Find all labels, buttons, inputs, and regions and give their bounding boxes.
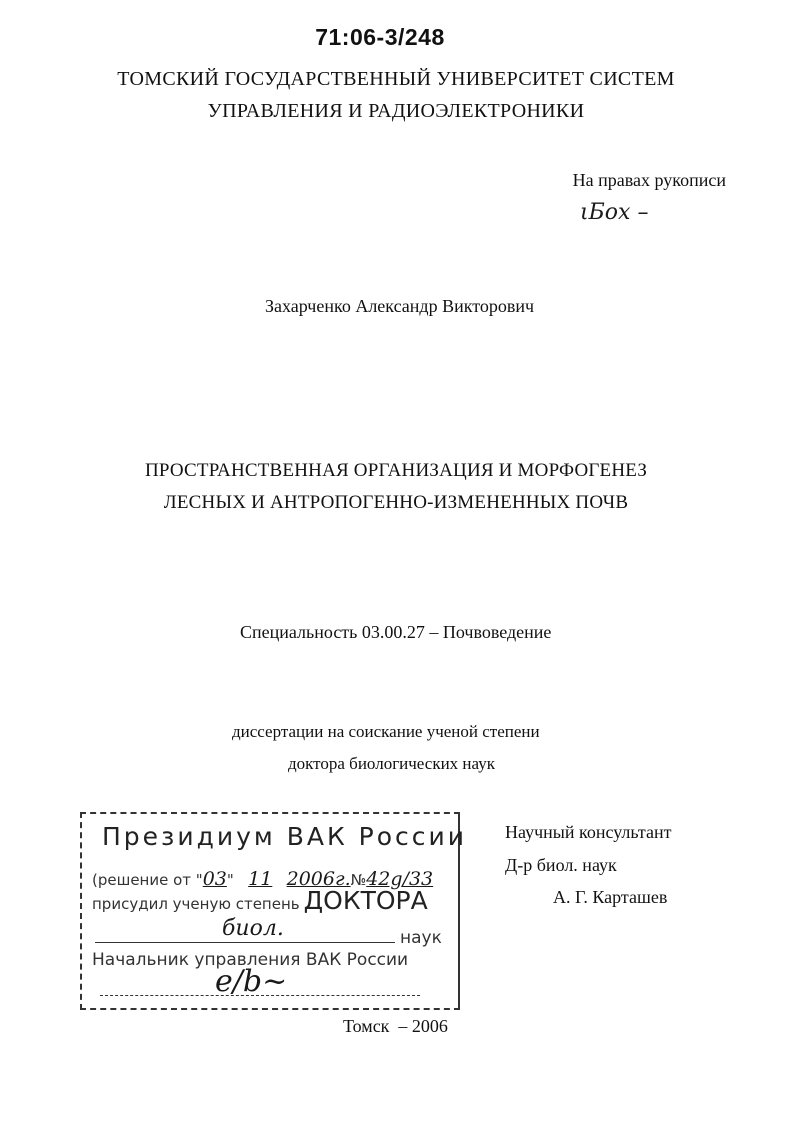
- author-signature: ιБох –: [580, 200, 649, 225]
- dissertation-line-2: доктора биологических наук: [288, 754, 495, 773]
- thesis-title-line-2: ЛЕСНЫХ И АНТРОПОГЕННО-ИЗМЕНЕННЫХ ПОЧВ: [163, 492, 629, 513]
- university-line-2: УПРАВЛЕНИЯ И РАДИОЭЛЕКТРОНИКИ: [207, 100, 585, 122]
- dissertation-line-1: диссертации на соискание ученой степени: [232, 722, 540, 741]
- stamp-head-signature: e/b~: [215, 964, 288, 999]
- rights-note: На правах рукописи: [572, 170, 726, 190]
- thesis-title-line-1: ПРОСТРАНСТВЕННАЯ ОРГАНИЗАЦИЯ И МОРФОГЕНЕЗ: [144, 460, 648, 481]
- stamp-decision-month: 11: [248, 868, 273, 890]
- stamp-decision-year: 2006г.: [286, 868, 351, 890]
- stamp-degree-word: ДОКТОРА: [303, 886, 428, 915]
- stamp-field-handwritten: биол.: [222, 916, 284, 941]
- university-line-1: ТОМСКИЙ ГОСУДАРСТВЕННЫЙ УНИВЕРСИТЕТ СИСТЕМ: [117, 68, 675, 90]
- stamp-field-suffix: наук: [400, 928, 442, 948]
- consultant-degree: Д-р биол. наук: [505, 855, 617, 875]
- consultant-name: А. Г. Карташев: [553, 887, 668, 907]
- consultant-label: Научный консультант: [505, 822, 672, 842]
- stamp-decision-prefix: (решение от ": [92, 871, 203, 889]
- stamp-decision-sep: ": [226, 871, 234, 889]
- author-name: Захарченко Александр Викторович: [265, 296, 535, 316]
- stamp-decision-no-label: №: [350, 871, 367, 889]
- specialty: Специальность 03.00.27 – Почвоведение: [240, 622, 552, 642]
- stamp-head-text: Начальник управления ВАК России: [92, 950, 409, 970]
- stamp-awarded-line: [92, 886, 428, 915]
- stamp-awarded-text: присудил ученую степень: [92, 895, 300, 913]
- city-year: Томск – 2006: [343, 1016, 448, 1036]
- stamp-decision-number: 42g/33: [366, 868, 434, 890]
- stamp-decision-day: 03: [202, 868, 227, 890]
- stamp-title: Президиум ВАК России: [102, 822, 468, 851]
- stamp-field-rule: [95, 942, 395, 943]
- catalog-code: 71:06-3/248: [315, 24, 445, 50]
